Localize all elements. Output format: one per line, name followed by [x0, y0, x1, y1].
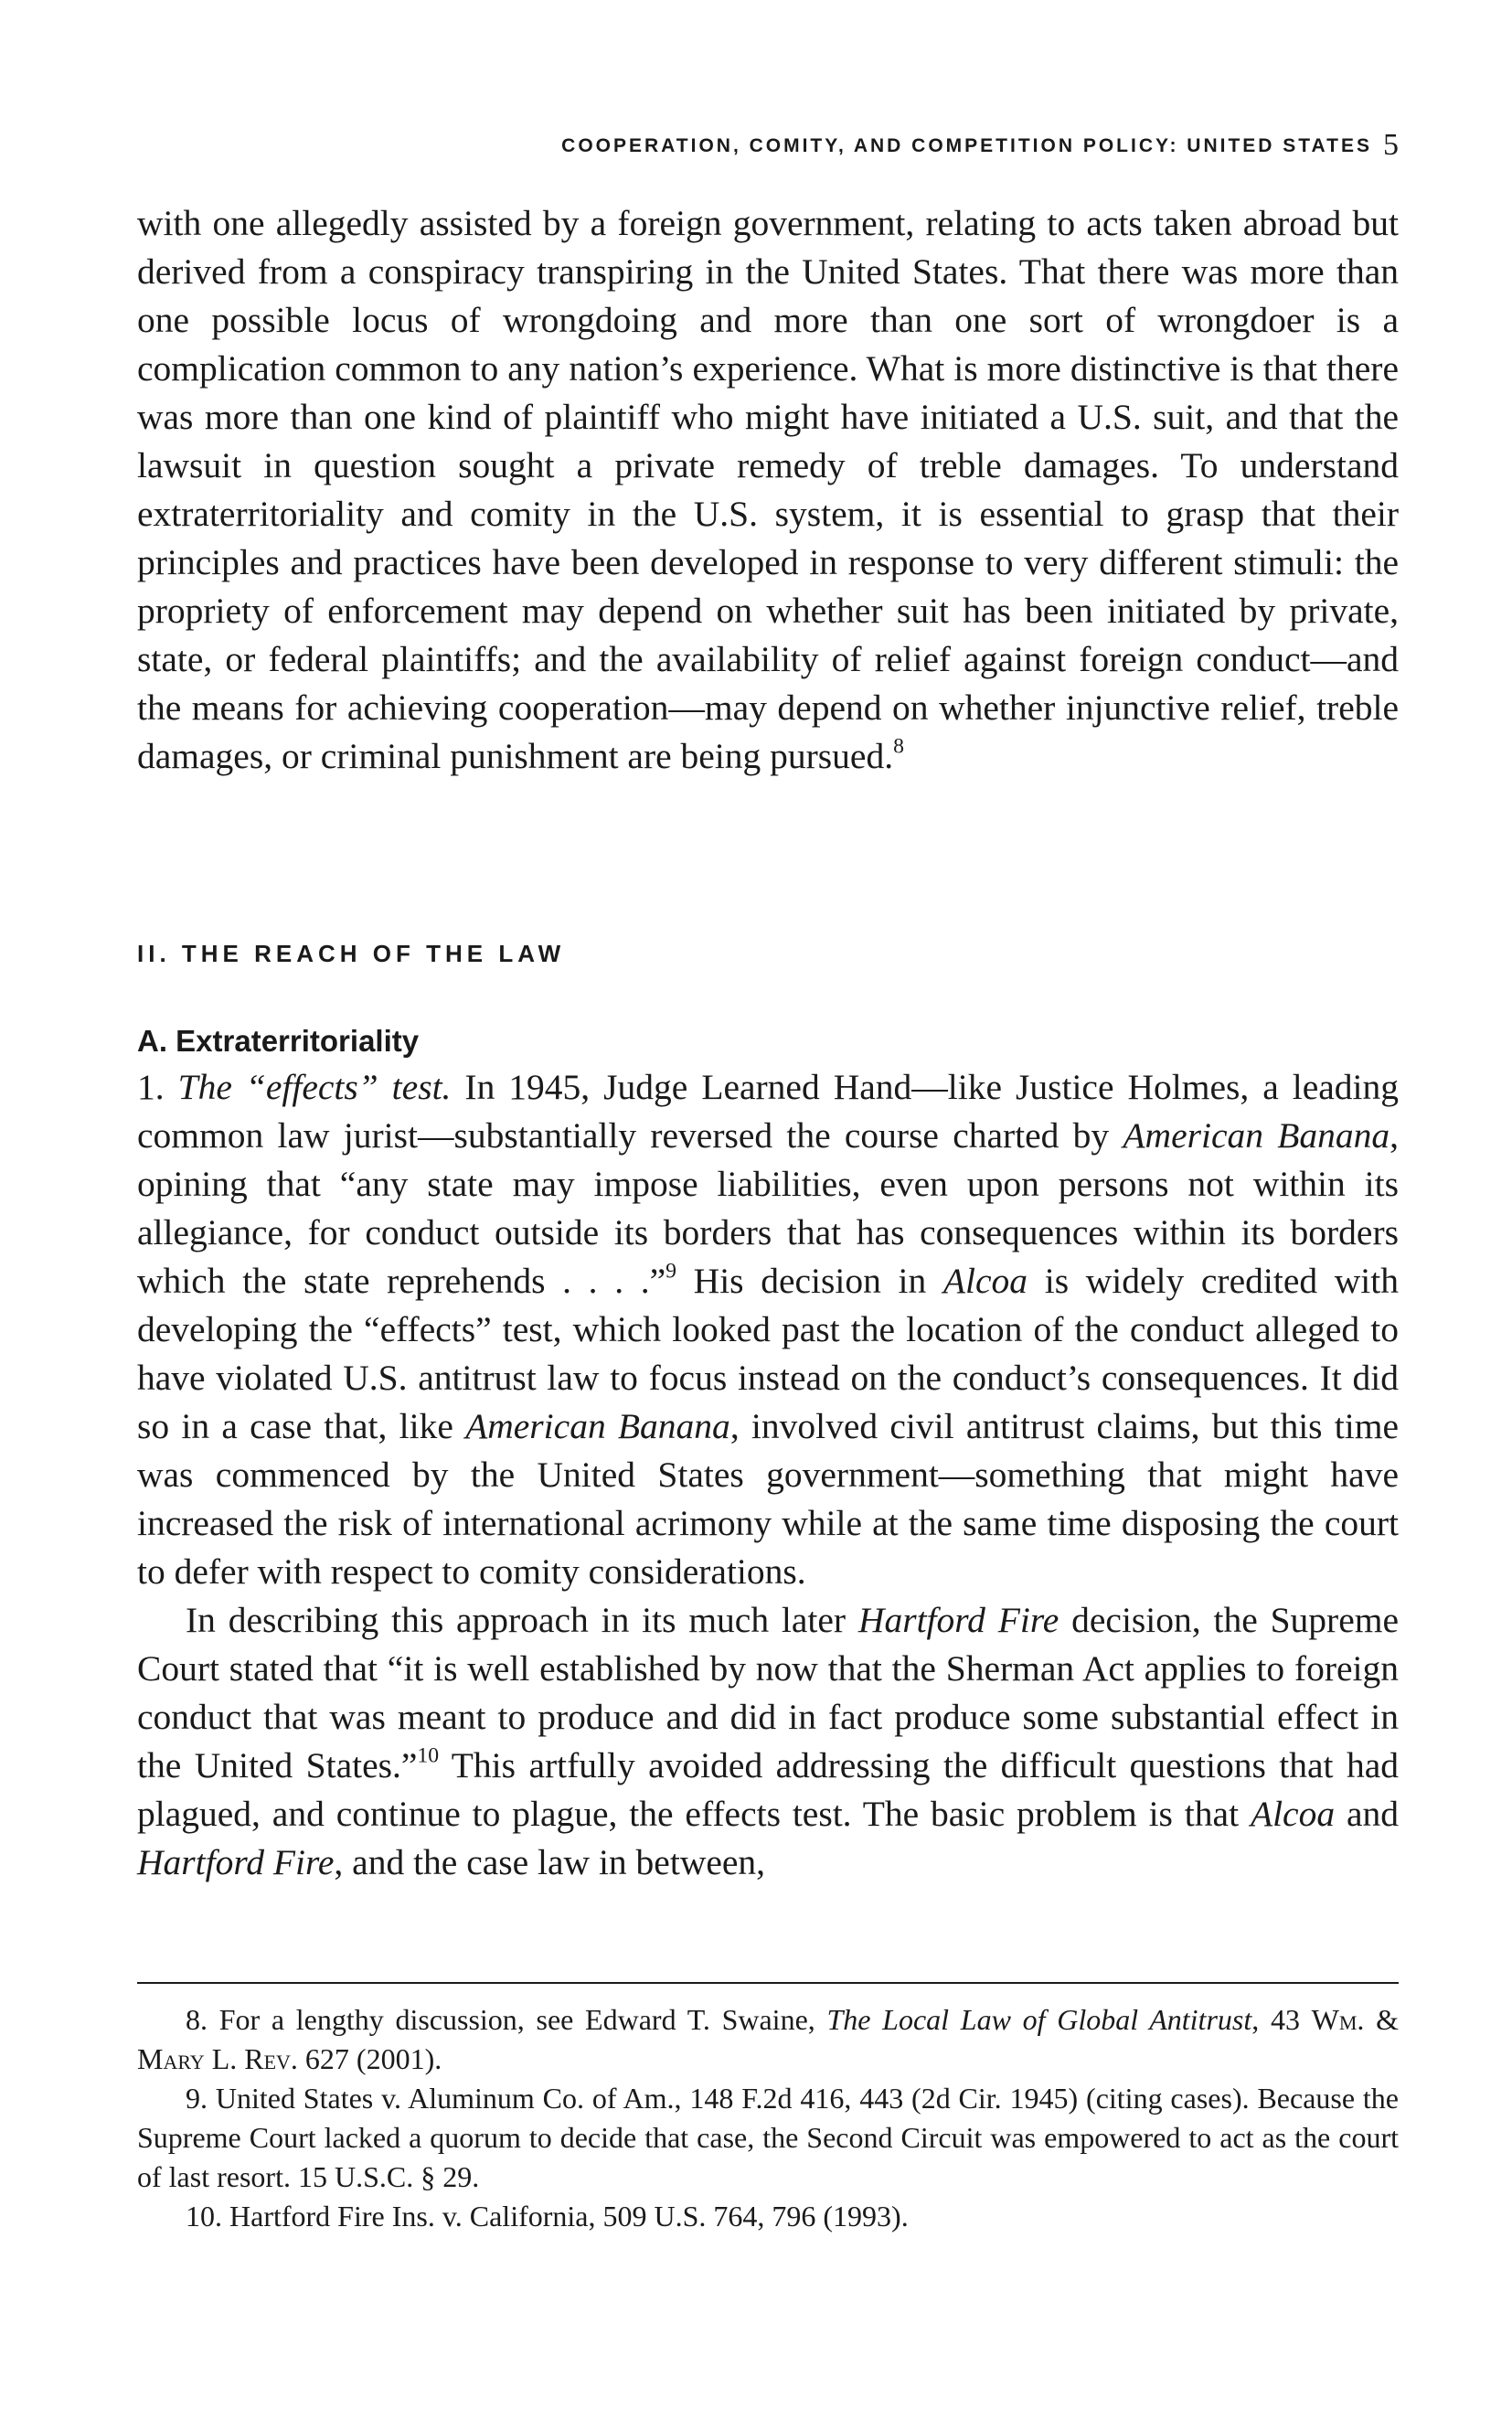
paragraph-text: with one allegedly assisted by a foreign government, relating to acts taken abroad but derived from a conspiracy transpiring in the United States. That there was more than one possible locus of wrongdoing and more than one sort of wrongdoer is a complication common to any nation’s experience. What is more distinctive is that there was more than one kind of plaintiff who might have initiated a U.S. suit, and that the lawsuit in question sought a private remedy of treble damages. To understand extraterritoriality and comity in the U.S. system, it is essential to grasp that their principles and practices have been developed in response to very different stimuli: the propriety of enforcement may depend on whether suit has been initiated by private, state, or federal plaintiffs; and the availability of relief against foreign conduct—and the means for achieving cooperation—may depend on whether injunctive relief, treble damages, or criminal punishment are being pursued. [137, 203, 1399, 776]
footnote-ref-9[interactable]: 9 [665, 1259, 676, 1284]
subsection-heading: A. Extraterritoriality [137, 1024, 420, 1058]
footnote-text: 627 (2001). [297, 2042, 442, 2075]
case-name: American Banana [465, 1406, 730, 1446]
footnote-ref-8[interactable]: 8 [893, 734, 904, 759]
paragraph-text: , opining that “any state may impose liabilities, even upon persons not within its allegiance, for conduct outside its borders that has consequences within its borders which the state reprehends . . . .” [137, 1115, 1399, 1301]
case-name: Alcoa [1250, 1794, 1336, 1834]
paragraph-text: This artfully avoided addressing the difficult questions that had plagued, and continue to plague, the effects test. The basic problem is that [137, 1745, 1399, 1834]
footnotes [137, 2000, 1399, 2236]
footnote-ref-10[interactable]: 10 [417, 1743, 440, 1768]
article-title: The Local Law of Global Antitrust [826, 2003, 1252, 2036]
running-title: COOPERATION, COMITY, AND COMPETITION POLICY: UNITED STATES [561, 135, 1372, 156]
paragraph-text: His decision in [676, 1261, 943, 1301]
paragraph-text: is widely credited with developing the “effects” test, which looked past the location of the conduct alleged to have violated U.S. antitrust law to focus instead on the conduct’s consequences. It did so in a case that, like [137, 1261, 1399, 1446]
case-name: Hartford Fire [137, 1842, 335, 1882]
item-title: The “effects” test. [177, 1067, 452, 1107]
paragraph-text: and [1335, 1794, 1399, 1834]
paragraph-text: In describing this approach in its much later [186, 1600, 858, 1640]
journal-name: Wm. & Mary L. Rev. [137, 2003, 1400, 2075]
body-paragraph-1 [137, 199, 1399, 781]
body-paragraph-3 [137, 1596, 1399, 1887]
page-number: 5 [1383, 128, 1399, 162]
paragraph-text: In 1945, Judge Learned Hand—like Justice Holmes, a leading common law jurist—substantially reversed the course charted by [137, 1067, 1400, 1156]
running-header [137, 128, 1399, 163]
paragraph-text: decision, the Supreme Court stated that “it is well established by now that the Sherman Act applies to foreign conduct that was meant to produce and did in fact produce some substantial effect in the United States.” [137, 1600, 1399, 1785]
footnote-divider [137, 1982, 1399, 1984]
paragraph-text: , involved civil antitrust claims, but this time was commenced by the United States government—something that might have increased the risk of international acrimony while at the same time disposing the court to defer with respect to comity considerations. [137, 1406, 1399, 1592]
section-heading: II. THE REACH OF THE LAW [137, 940, 566, 967]
item-number: 1. [137, 1067, 178, 1107]
footnote-text: 8. For a lengthy discussion, see Edward T. Swaine, [186, 2003, 827, 2036]
case-name: Alcoa [942, 1261, 1028, 1301]
footnote-10: 10. Hartford Fire Ins. v. California, 509 U.S. 764, 796 (1993). [186, 2200, 909, 2233]
footnote-8 [137, 2000, 1399, 2079]
case-name: Hartford Fire [857, 1600, 1059, 1640]
body-text-block [137, 1063, 1399, 1887]
footnote-text: , 43 [1251, 2003, 1312, 2036]
footnote-9: 9. United States v. Aluminum Co. of Am., 148 F.2d 416, 443 (2d Cir. 1945) (citing cases). Because the Supreme Court lacked a quorum to decide that case, the Second Circuit was empowered to act as the court of last resort. 15 U.S.C. § 29. [137, 2082, 1399, 2193]
body-paragraph-2 [137, 1063, 1399, 1596]
paragraph-text: , and the case law in between, [334, 1842, 766, 1882]
case-name: American Banana [1123, 1115, 1390, 1156]
